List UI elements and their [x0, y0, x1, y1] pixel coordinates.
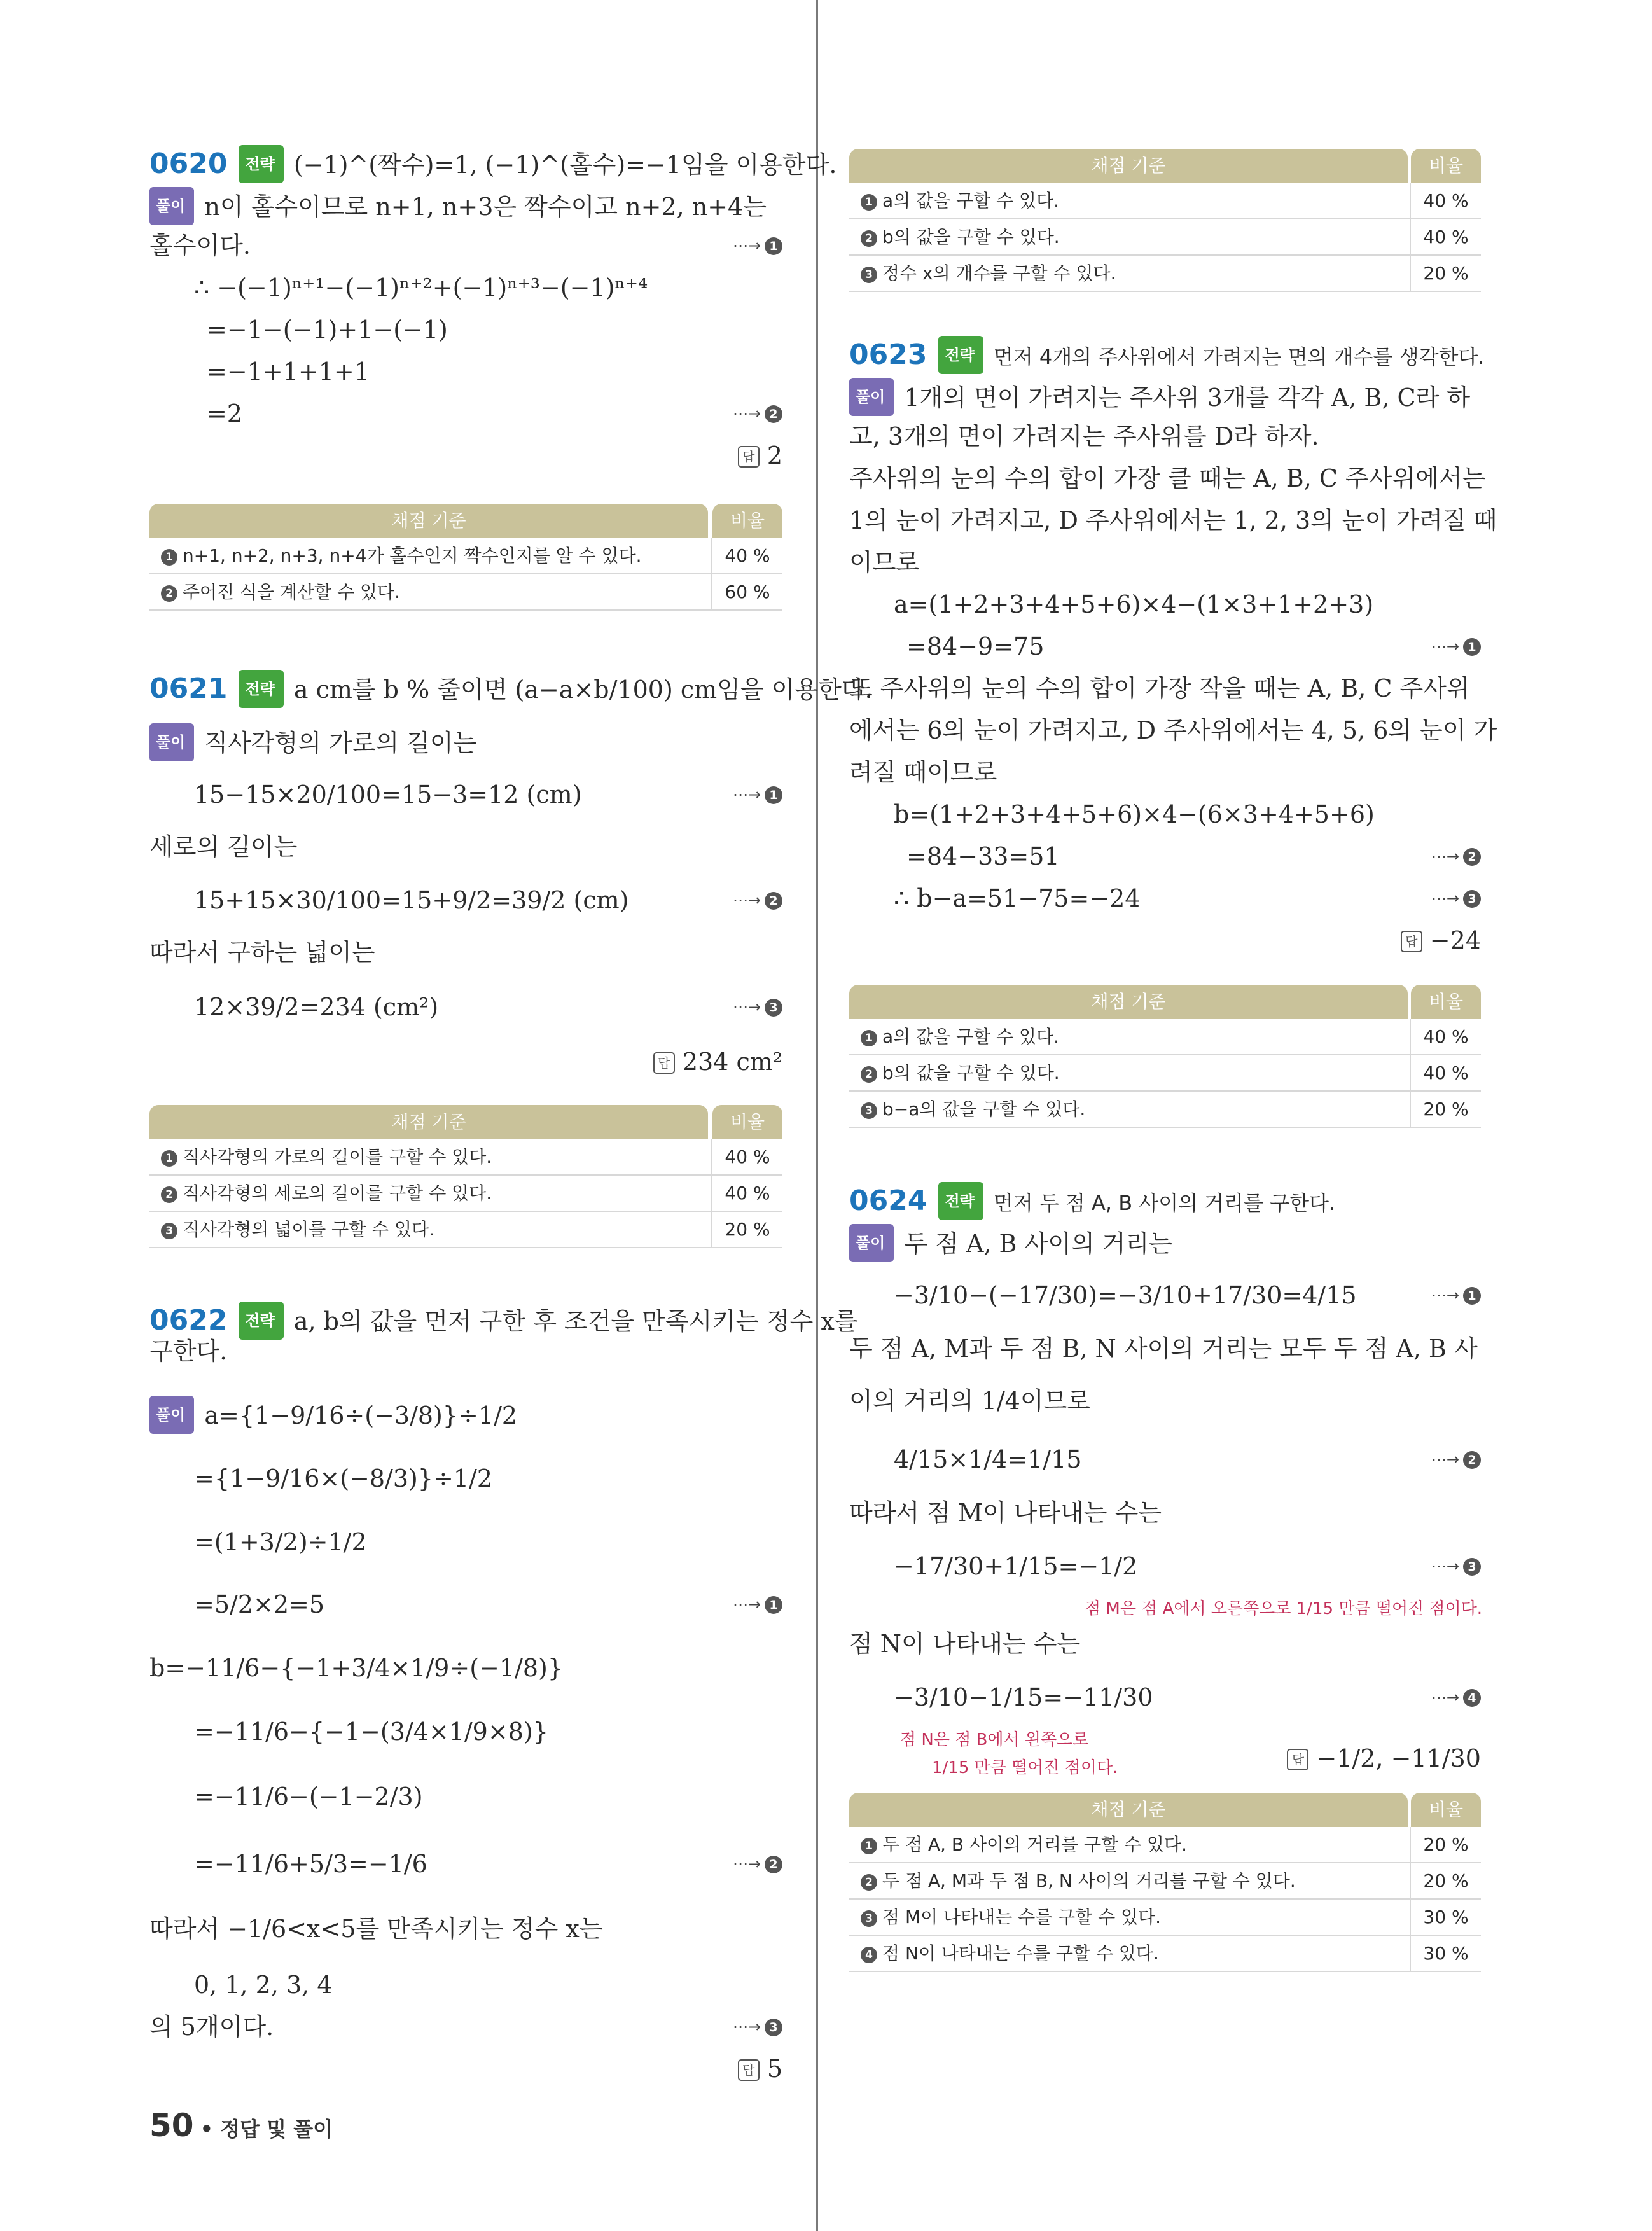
rubric-row: 2 주어진 식을 계산할 수 있다. 60 % [149, 574, 782, 611]
step-marker: ⋯→ 3 [733, 990, 782, 1024]
solution-line: =−1−(−1)+1−(−1) [207, 316, 448, 344]
solution-line: 12×39/2=234 (cm²) ⋯→ 3 [194, 990, 782, 1024]
solution-line: =−1+1+1+1 [207, 358, 370, 386]
strategy-tag: 전략 [239, 145, 283, 183]
page-number: 50 [149, 2107, 194, 2144]
problem-number: 0620 [149, 148, 228, 180]
rubric-table-0622: 채점 기준 비율 1 a의 값을 구할 수 있다. 40 % 2 b의 값을 구할 수 있다. 40 % 3 정수 x의 개수를 구할 수 있다. 20 % [849, 149, 1481, 292]
step-marker: ⋯→ 1 [733, 778, 782, 811]
annotation-note-n: 점 N은 점 B에서 왼쪽으로 [900, 1730, 1089, 1749]
step-marker: ⋯→ 1 [733, 229, 782, 262]
solution-tag: 풀이 [149, 187, 194, 225]
problem-heading: 0622 전략 a, b의 값을 먼저 구한 후 조건을 만족시키는 정수 x를 [149, 1302, 782, 1340]
solution-line: 따라서 구하는 넓이는 [149, 938, 375, 966]
rubric-row: 1 n+1, n+2, n+3, n+4가 홀수인지 짝수인지를 알 수 있다. 40 % [149, 538, 782, 574]
problem-heading [149, 145, 837, 183]
answer: 답 2 [738, 439, 782, 472]
solution-line: 풀이 n이 홀수이므로 n+1, n+3은 짝수이고 n+2, n+4는 [149, 187, 782, 225]
annotation-note-m: 점 M은 점 A에서 오른쪽으로 1/15 만큼 떨어진 점이다. [1085, 1599, 1483, 1618]
column-divider [816, 0, 818, 2231]
page-section-title: • 정답 및 풀이 [200, 2117, 333, 2141]
solution-line: ∴ −(−1)ⁿ⁺¹−(−1)ⁿ⁺²+(−1)ⁿ⁺³−(−1)ⁿ⁺⁴ [194, 274, 648, 302]
solution-line: 15−15×20/100=15−3=12 (cm) ⋯→ 1 [194, 778, 782, 811]
solution-line: 세로의 길이는 [149, 833, 298, 861]
problem-heading: 0621 전략 a cm를 b % 줄이면 (a−a×b/100) cm임을 이용한다. [149, 670, 782, 708]
solution-line: 홀수이다. ⋯→ 1 [149, 229, 782, 262]
annotation-note-n2: 1/15 만큼 떨어진 점이다. [932, 1758, 1118, 1777]
solution-line: 풀이 직사각형의 가로의 길이는 [149, 723, 782, 761]
step-marker: ⋯→ 2 [733, 884, 782, 917]
answer: 답 234 cm² [653, 1045, 782, 1078]
rubric-table-0623: 채점 기준 비율 1 a의 값을 구할 수 있다. 40 % 2 b의 값을 구할 수 있다. 40 % 3 b−a의 값을 구할 수 있다. 20 % [849, 985, 1481, 1128]
step-marker: ⋯→ 2 [733, 397, 782, 430]
strategy-text: (−1)^(짝수)=1, (−1)^(홀수)=−1임을 이용한다. [293, 151, 837, 179]
answer-icon: 답 [738, 446, 760, 468]
solution-line: =2 ⋯→ 2 [207, 397, 782, 430]
page-footer [149, 2107, 333, 2144]
rubric-table-0620: 채점 기준 비율 1 n+1, n+2, n+3, n+4가 홀수인지 짝수인지를 알 수 있다. 40 % 2 주어진 식을 계산할 수 있다. 60 % [149, 504, 782, 611]
rubric-table-0624: 채점 기준 비율 1 두 점 A, B 사이의 거리를 구할 수 있다. 20 % 2 두 점 A, M과 두 점 B, N 사이의 거리를 구할 수 있다. 20 % 3 점 M이 나타내는 수를 구할 수 있다. 30 % 4 점 N이 나타내는 수를 구할 수 있다. 30 % [849, 1793, 1481, 1972]
rubric-table-0621: 채점 기준 비율 1 직사각형의 가로의 길이를 구할 수 있다. 40 % 2 직사각형의 세로의 길이를 구할 수 있다. 40 % 3 직사각형의 넓이를 구할 수 있다. 20 % [149, 1105, 782, 1248]
solution-line: 15+15×30/100=15+9/2=39/2 (cm) ⋯→ 2 [194, 884, 782, 917]
